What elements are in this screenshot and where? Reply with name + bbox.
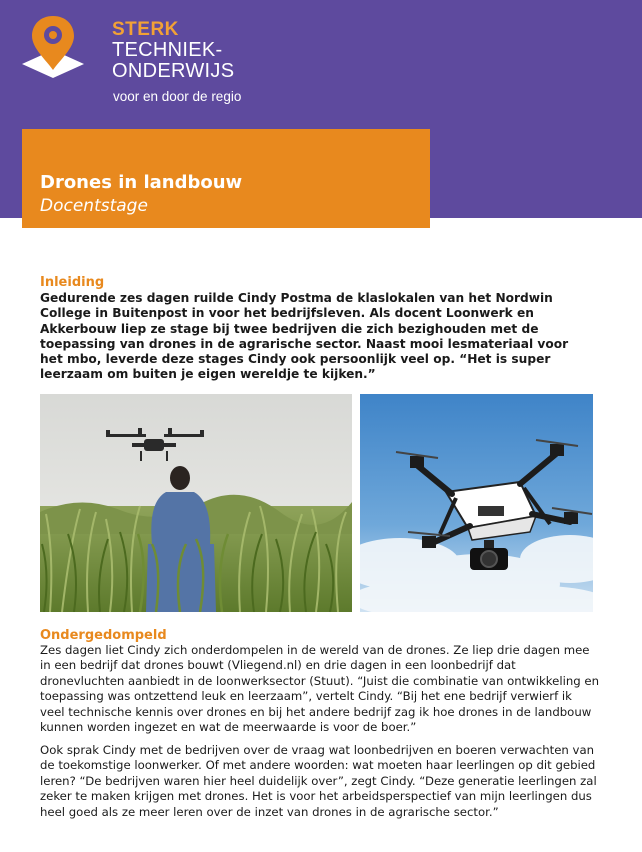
page-subtitle: Docentstage (40, 196, 148, 216)
sky-drone-photo-icon (360, 394, 593, 612)
brand-line-3: ONDERWIJS (112, 60, 235, 82)
intro-heading: Inleiding (40, 275, 105, 290)
intro-text: Gedurende zes dagen ruilde Cindy Postma de klaslokalen van het Nordwin College in Buitenpost in voor het bedrijfsleven. Als docent Loonwerk en Akkerbouw liep ze stage bij twee bedrijven die zich bezighouden met de toepassing van drones in de agrarische sector. Naast mooi lesmateriaal voor het mbo, leverde deze stages Cindy ook persoonlijk veel op. “Het is super leerzaam om buiten je eigen wereldje te kijken.” (40, 291, 569, 382)
field-drone-photo-icon (40, 394, 352, 612)
brand-tagline: voor en door de regio (113, 89, 242, 104)
brand-line-2: TECHNIEK- (112, 39, 223, 61)
location-pin-logo-icon (20, 12, 86, 84)
section2-paragraph-2: Ook sprak Cindy met de bedrijven over de vraag wat loonbedrijven en boeren verwachten van de toekomstige loonwerker. Of met andere woorden: wat moeten haar leerlingen op dit gebied leren? “De bedrijven waren hier heel duidelijk over”, zegt Cindy. “Deze generatie leerlingen zal zeker te maken krijgen met drones. Het is voor het arbeidsperspectief van mijn leerlingen dus heel goed als ze meer leren over de inzet van drones in de agrarische sector.” (40, 743, 597, 819)
section2-paragraph-1: Zes dagen liet Cindy zich onderdompelen in de wereld van de drones. Ze liep drie dagen mee in een bedrijf dat drones bouwt (Vliegend.nl) en drie dagen in een loonbedrijf dat dronevluchten aanbiedt in de loonwerksector (Stuut). “Juist die combinatie van ontwikkeling en toepassing was ontzettend leuk en leerzaam”, vertelt Cindy. “Bij het ene bedrijf verwierf ik veel technische kennis over drones en bij het andere bedrijf zag ik hoe drones in de landbouw kunnen worden ingezet en wat de meerwaarde is voor de boer.” (40, 643, 599, 735)
brand-logo-text (112, 20, 234, 82)
section-ondergedompeld-heading: Ondergedompeld (40, 628, 167, 643)
drone-in-sky-photo (360, 394, 593, 612)
brand-line-1: STERK (112, 19, 179, 40)
page-title: Drones in landbouw (40, 172, 243, 193)
man-with-drone-in-field-photo (40, 394, 352, 612)
